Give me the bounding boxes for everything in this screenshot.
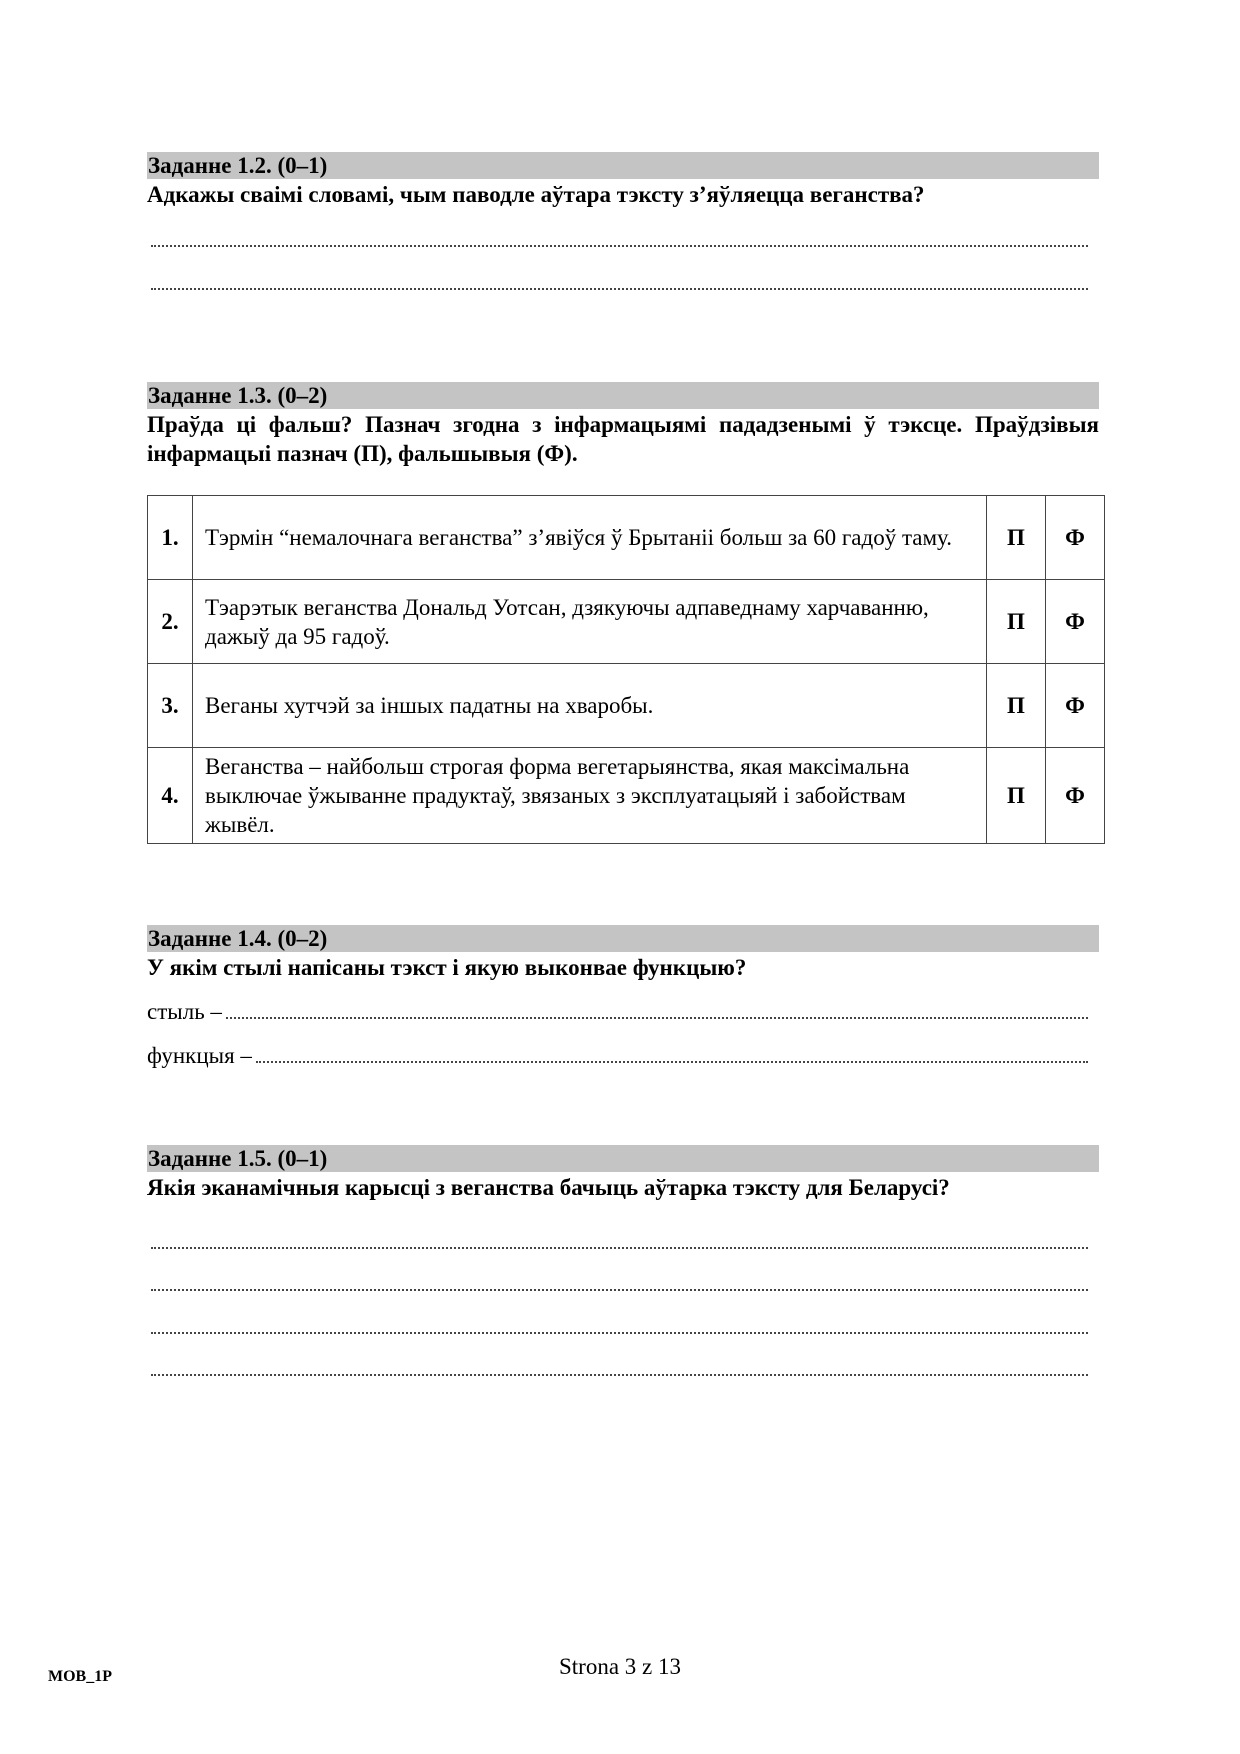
task-1-2-question: Адкажы сваімі словамі, чым паводле аўтара тэксту з’яўляецца веганства? <box>147 182 925 207</box>
answer-line-1-2-a[interactable] <box>151 229 1088 247</box>
task-1-5-question: Якія эканамічныя карысці з веганства бачыць аўтарка тэксту для Беларусі? <box>147 1175 950 1200</box>
row-number: 1. <box>148 496 193 580</box>
table-row <box>148 664 1105 748</box>
table-row <box>148 580 1105 664</box>
task-1-3-header: Заданне 1.3. (0–2) <box>147 382 1099 409</box>
function-label: функцыя – <box>147 1043 252 1068</box>
false-option[interactable]: Ф <box>1046 748 1105 844</box>
table-row <box>148 496 1105 580</box>
task-1-4 <box>147 925 1099 982</box>
true-option[interactable]: П <box>987 496 1046 580</box>
style-label: стыль – <box>147 999 222 1024</box>
statement-text: Веганы хутчэй за іншых падатны на хваробы. <box>193 664 987 748</box>
row-number: 3. <box>148 664 193 748</box>
task-1-2 <box>147 152 1099 209</box>
task-1-3-question: Праўда ці фальш? Пазнач згодна з інфармацыямі пададзенымі ў тэксце. Праўдзівыя інфармацыі пазнач (П), фальшывыя (Ф). <box>147 412 1099 466</box>
answer-line-1-5-c[interactable] <box>151 1316 1088 1334</box>
style-answer-line[interactable] <box>147 999 1088 1025</box>
answer-line-1-2-b[interactable] <box>151 272 1088 290</box>
function-answer-line[interactable] <box>147 1043 1088 1069</box>
task-1-4-header: Заданне 1.4. (0–2) <box>147 925 1099 952</box>
statement-text: Тэарэтык веганства Дональд Уотсан, дзякуючы адпаведнаму харчаванню, дажыў да 95 гадоў. <box>193 580 987 664</box>
task-1-5-header: Заданне 1.5. (0–1) <box>147 1145 1099 1172</box>
false-option[interactable]: Ф <box>1046 496 1105 580</box>
task-1-5 <box>147 1145 1099 1202</box>
statement-text: Тэрмін “немалочнага веганства” з’явіўся ў Брытаніі больш за 60 гадоў таму. <box>193 496 987 580</box>
task-1-3 <box>147 382 1099 468</box>
true-option[interactable]: П <box>987 580 1046 664</box>
task-1-2-header: Заданне 1.2. (0–1) <box>147 152 1099 179</box>
row-number: 4. <box>148 748 193 844</box>
answer-line-1-5-d[interactable] <box>151 1358 1088 1376</box>
function-dotted-line[interactable] <box>256 1061 1088 1063</box>
style-dotted-line[interactable] <box>226 1017 1088 1019</box>
true-false-table <box>147 495 1105 844</box>
statement-text: Веганства – найбольш строгая форма вегетарыянства, якая максімальна выключае ўжыванне прадуктаў, звязаных з эксплуатацыяй і забойствам жывёл. <box>193 748 987 844</box>
false-option[interactable]: Ф <box>1046 664 1105 748</box>
true-option[interactable]: П <box>987 664 1046 748</box>
false-option[interactable]: Ф <box>1046 580 1105 664</box>
task-1-4-question: У якім стылі напісаны тэкст і якую выконвае функцыю? <box>147 955 747 980</box>
answer-line-1-5-a[interactable] <box>151 1231 1088 1249</box>
exam-code: MOB_1P <box>48 1668 112 1685</box>
table-row <box>148 748 1105 844</box>
true-option[interactable]: П <box>987 748 1046 844</box>
row-number: 2. <box>148 580 193 664</box>
answer-line-1-5-b[interactable] <box>151 1273 1088 1291</box>
page-number: Strona 3 z 13 <box>558 1654 681 1679</box>
